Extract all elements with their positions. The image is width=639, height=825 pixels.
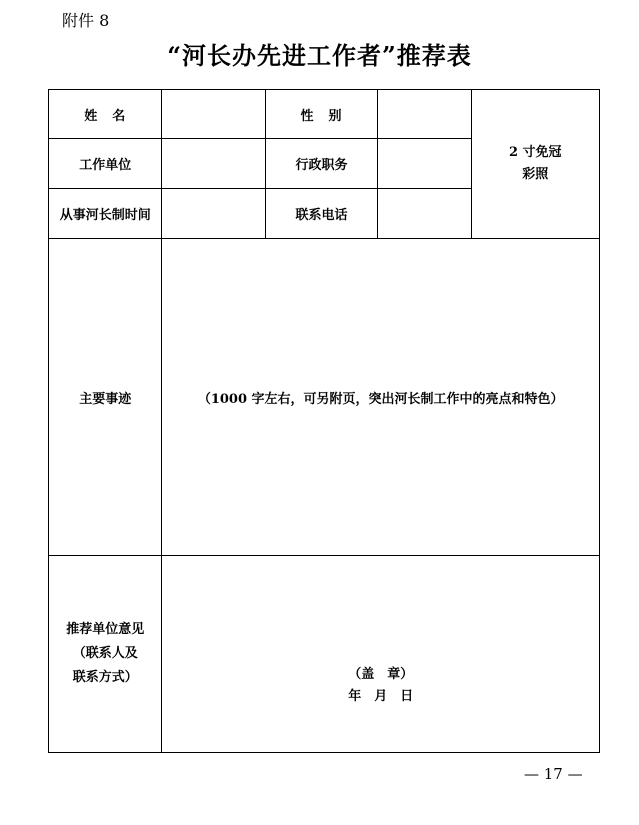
work-unit-field[interactable]: [162, 139, 265, 189]
attachment-label: 附件 8: [62, 11, 110, 30]
photo-box[interactable]: [471, 90, 599, 239]
phone-field[interactable]: [378, 189, 471, 239]
river-chief-time-field[interactable]: [162, 189, 265, 239]
admin-position-field[interactable]: [378, 139, 471, 189]
gender-field[interactable]: [378, 90, 471, 139]
recommendation-form: [48, 89, 600, 753]
page-number: — 17 —: [524, 765, 583, 783]
page-title: “河长办先进工作者”推荐表: [167, 41, 472, 70]
seal-text: （盖 章）: [348, 667, 414, 682]
deeds-field[interactable]: [162, 239, 600, 556]
date-text: 年 月 日: [348, 689, 414, 704]
photo-type-text: 彩照: [522, 167, 549, 182]
phone-label: 联系电话: [265, 189, 377, 239]
deeds-label: 主要事迹: [49, 239, 162, 556]
name-label: 姓 名: [49, 90, 162, 139]
name-field[interactable]: [162, 90, 265, 139]
opinion-label: 推荐单位意见 （联系人及 联系方式）: [49, 556, 162, 753]
photo-size-text: 2 寸免冠: [508, 145, 562, 160]
river-chief-time-label: 从事河长制时间: [49, 189, 162, 239]
work-unit-label: 工作单位: [49, 139, 162, 189]
deeds-hint: （1000 字左右，可另附页，突出河长制工作中的亮点和特色）: [197, 391, 564, 407]
opinion-field[interactable]: [162, 556, 600, 753]
admin-position-label: 行政职务: [265, 139, 377, 189]
gender-label: 性 别: [265, 90, 377, 139]
